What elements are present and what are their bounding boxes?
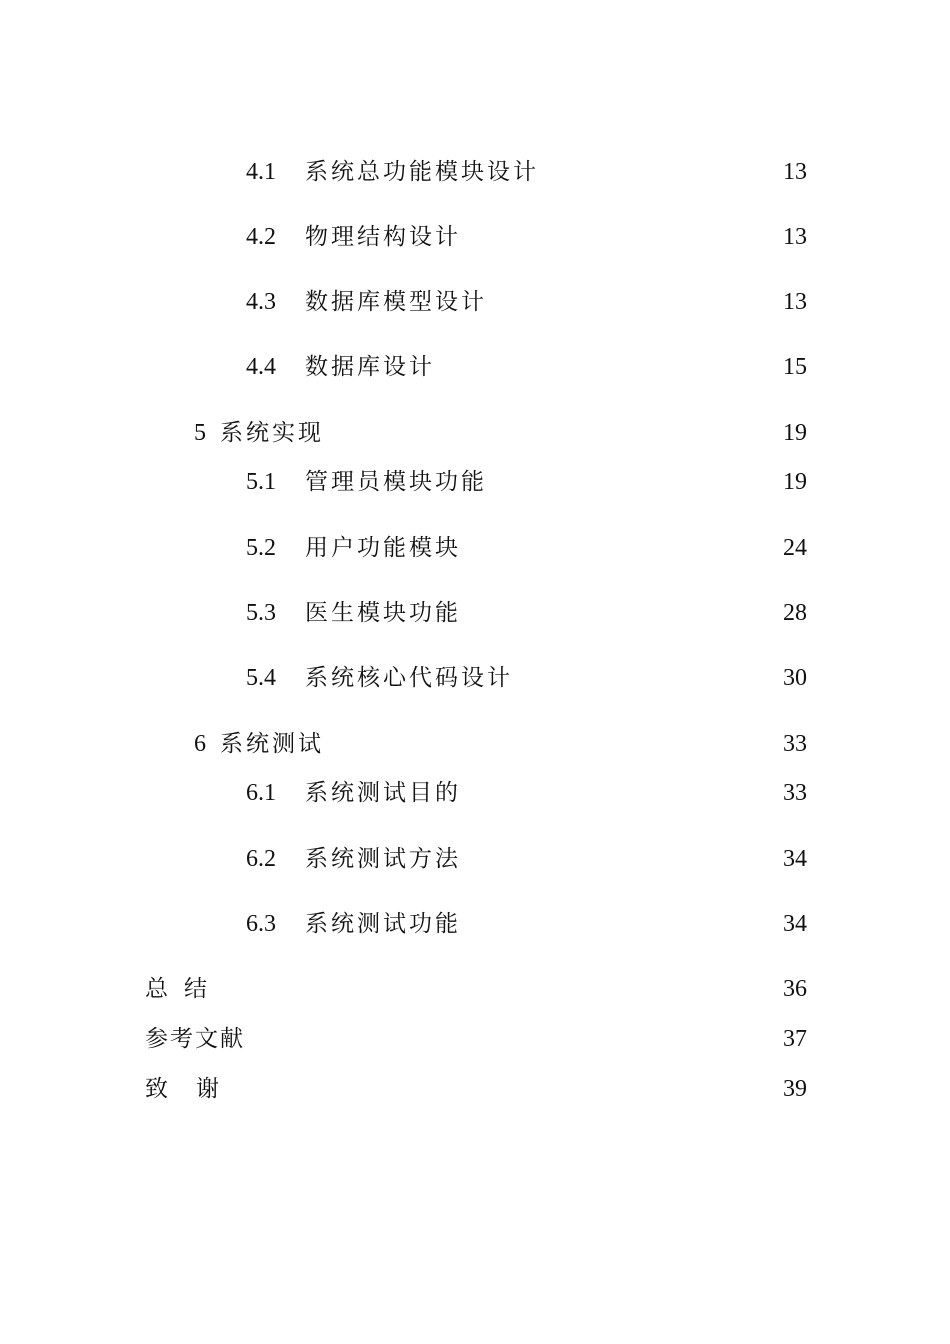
- toc-entry-page: 34: [783, 846, 807, 872]
- toc-entry-acknowledgements[interactable]: [0, 1069, 950, 1109]
- toc-entry-number: 5.3: [246, 600, 276, 626]
- toc-entry-5-1[interactable]: [0, 462, 950, 502]
- toc-entry-page: 28: [783, 600, 807, 626]
- toc-entry-6-3[interactable]: [0, 904, 950, 944]
- toc-entry-chapter-5[interactable]: [0, 413, 950, 453]
- toc-entry-page: 19: [783, 469, 807, 495]
- toc-entry-references[interactable]: [0, 1019, 950, 1059]
- toc-entry-title: 系统核心代码设计: [305, 665, 513, 691]
- toc-entry-4-2[interactable]: [0, 217, 950, 257]
- toc-entry-title: 系统测试方法: [305, 846, 461, 872]
- toc-entry-5-4[interactable]: [0, 658, 950, 698]
- toc-entry-6-1[interactable]: [0, 773, 950, 813]
- toc-entry-number: 6.2: [246, 846, 276, 872]
- toc-entry-title: 参考文献: [145, 1026, 245, 1052]
- toc-entry-page: 33: [783, 780, 807, 806]
- toc-entry-title: 系统总功能模块设计: [305, 159, 539, 185]
- toc-entry-number: 5.2: [246, 535, 276, 561]
- toc-entry-number: 4.3: [246, 289, 276, 315]
- toc-entry-title: 物理结构设计: [305, 224, 461, 250]
- toc-entry-title: 系统测试: [220, 731, 324, 757]
- toc-entry-5-2[interactable]: [0, 528, 950, 568]
- toc-entry-page: 24: [783, 535, 807, 561]
- toc-entry-page: 37: [783, 1026, 807, 1052]
- toc-entry-number: 6: [194, 731, 206, 757]
- toc-entry-page: 39: [783, 1076, 807, 1102]
- toc-entry-title: 总结: [145, 976, 223, 1002]
- toc-entry-number: 4.1: [246, 159, 276, 185]
- toc-entry-title: 管理员模块功能: [305, 469, 487, 495]
- toc-entry-page: 13: [783, 159, 807, 185]
- toc-entry-page: 34: [783, 911, 807, 937]
- toc-entry-page: 13: [783, 224, 807, 250]
- toc-entry-5-3[interactable]: [0, 593, 950, 633]
- toc-entry-number: 6.3: [246, 911, 276, 937]
- toc-entry-title: 致谢: [145, 1076, 247, 1102]
- toc-entry-number: 5.4: [246, 665, 276, 691]
- toc-entry-page: 36: [783, 976, 807, 1002]
- toc-entry-page: 33: [783, 731, 807, 757]
- toc-entry-title: 用户功能模块: [305, 535, 461, 561]
- toc-entry-page: 15: [783, 354, 807, 380]
- toc-entry-summary[interactable]: [0, 969, 950, 1009]
- toc-entry-page: 30: [783, 665, 807, 691]
- toc-entry-number: 4.4: [246, 354, 276, 380]
- toc-entry-title: 数据库模型设计: [305, 289, 487, 315]
- toc-entry-page: 19: [783, 420, 807, 446]
- toc-entry-number: 5.1: [246, 469, 276, 495]
- toc-entry-number: 6.1: [246, 780, 276, 806]
- toc-entry-title: 系统测试目的: [305, 780, 461, 806]
- toc-entry-number: 5: [194, 420, 206, 446]
- toc-entry-page: 13: [783, 289, 807, 315]
- toc-entry-number: 4.2: [246, 224, 276, 250]
- toc-entry-chapter-6[interactable]: [0, 724, 950, 764]
- toc-entry-title: 医生模块功能: [305, 600, 461, 626]
- toc-entry-4-4[interactable]: [0, 347, 950, 387]
- toc-entry-4-1[interactable]: [0, 152, 950, 192]
- toc-entry-4-3[interactable]: [0, 282, 950, 322]
- toc-entry-title: 系统测试功能: [305, 911, 461, 937]
- toc-entry-title: 系统实现: [220, 420, 324, 446]
- toc-entry-title: 数据库设计: [305, 354, 435, 380]
- toc-entry-6-2[interactable]: [0, 839, 950, 879]
